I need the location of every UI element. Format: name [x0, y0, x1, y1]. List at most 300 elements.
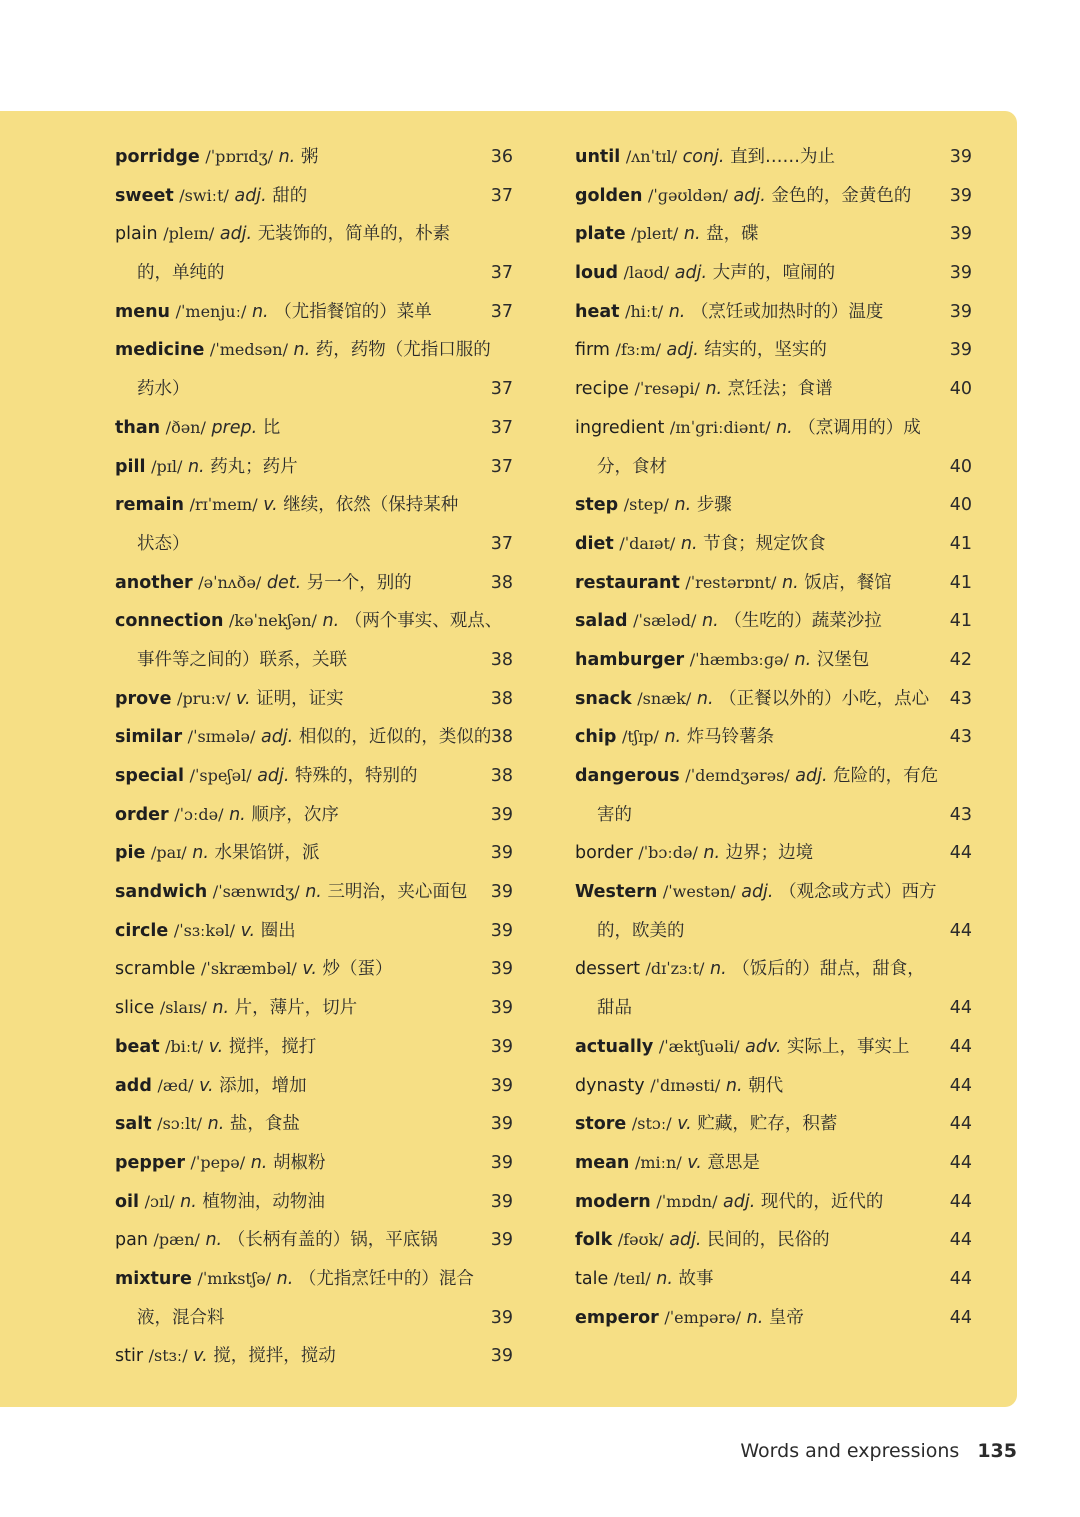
entry-word: mixture: [115, 1268, 192, 1289]
entry-definition: 故事: [678, 1268, 714, 1289]
entry-word: ingredient: [575, 417, 665, 438]
entry-page-number: 39: [490, 1307, 513, 1328]
entry-line: [575, 1221, 972, 1260]
entry-page-number: 40: [949, 456, 972, 477]
entry-part-of-speech: n.: [725, 1075, 743, 1096]
entry-page-number: 37: [490, 379, 513, 400]
entry-word: medicine: [115, 340, 205, 361]
entry-definition: 无装饰的，简单的，朴素: [257, 224, 451, 245]
entry-line: [115, 757, 513, 796]
vocab-entry: [115, 950, 513, 989]
entry-page-number: 42: [949, 649, 972, 670]
entry-part-of-speech: n.: [794, 649, 812, 670]
entry-pronunciation: /hiːt/: [625, 301, 664, 321]
entry-part-of-speech: det.: [266, 572, 302, 593]
entry-part-of-speech: adj.: [741, 882, 774, 903]
vocab-entry: [115, 293, 513, 332]
entry-definition: 胡椒粉: [272, 1152, 326, 1173]
entry-text: [115, 215, 450, 254]
entry-line: [575, 138, 972, 177]
entry-word: salad: [575, 611, 628, 632]
entry-part-of-speech: v.: [687, 1152, 702, 1173]
entry-definition-continued: 事件等之间的）联系，关联: [137, 649, 347, 670]
entry-definition: 大声的，喧闹的: [712, 263, 836, 284]
entry-word: similar: [115, 727, 183, 748]
vocab-entry: [575, 293, 972, 332]
entry-text: [115, 873, 467, 912]
entry-part-of-speech: adj.: [669, 1230, 702, 1251]
entry-text: [115, 331, 491, 370]
entry-definition: （烹调用的）成: [798, 417, 921, 438]
entry-part-of-speech: adj.: [674, 263, 708, 284]
entry-pronunciation: /ˈsæləd/: [633, 611, 697, 631]
entry-word: remain: [115, 495, 185, 516]
entry-text: [115, 989, 357, 1028]
entry-page-number: 38: [490, 572, 513, 593]
entry-page-number: 43: [949, 727, 972, 748]
entry-text: [115, 1183, 325, 1222]
entry-line: [115, 177, 513, 216]
entry-part-of-speech: n.: [250, 1152, 268, 1173]
entry-definition-continued: 害的: [597, 804, 632, 825]
entry-line: [115, 486, 513, 525]
entry-definition: 烹饪法；食谱: [727, 379, 833, 400]
entry-pronunciation: /paɪ/: [150, 843, 187, 863]
entry-pronunciation: /ˈspeʃəl/: [189, 766, 252, 785]
entry-definition: 药，药物（尤指口服的: [315, 340, 491, 361]
entry-part-of-speech: adj.: [666, 340, 699, 361]
vocab-entry: [575, 1299, 972, 1338]
vocab-entry: [115, 486, 513, 563]
entry-page-number: 41: [949, 611, 972, 632]
entry-page-number: 44: [949, 1268, 972, 1289]
entry-text: [575, 1028, 910, 1067]
entry-word: recipe: [575, 379, 629, 400]
vocab-entry: [115, 1144, 513, 1183]
vocab-entry: [115, 409, 513, 448]
entry-page-number: 38: [490, 727, 513, 748]
entry-line: [115, 409, 513, 448]
vocab-entry: [575, 1067, 972, 1106]
entry-definition: （观念或方式）西方: [779, 882, 937, 903]
entry-word: plain: [115, 224, 158, 245]
entry-definition: 节食；规定饮食: [703, 533, 826, 554]
entry-definition-continued: 的，单纯的: [137, 263, 225, 284]
vocab-entry: [115, 796, 513, 835]
entry-word: connection: [115, 611, 224, 632]
entry-page-number: 40: [949, 495, 972, 516]
entry-page-number: 39: [490, 804, 513, 825]
entry-word: Western: [575, 882, 658, 903]
vocab-entry: [575, 525, 972, 564]
entry-pronunciation: /biːt/: [165, 1036, 204, 1056]
entry-part-of-speech: conj.: [682, 147, 725, 167]
entry-pronunciation: /stɔː/: [631, 1114, 672, 1134]
entry-line: [575, 486, 972, 525]
entry-pronunciation: /ˈɡəʊldən/: [647, 185, 728, 205]
entry-line: [115, 331, 513, 370]
entry-part-of-speech: v.: [677, 1114, 692, 1135]
entry-text: [575, 1260, 714, 1299]
entry-word: diet: [575, 533, 614, 554]
entry-definition: （正餐以外的）小吃，点心: [719, 688, 930, 709]
entry-pronunciation: /ˈdeɪndʒərəs/: [685, 766, 790, 785]
entry-text: [575, 757, 938, 796]
entry-text: [575, 215, 759, 254]
entry-page-number: 37: [490, 417, 513, 438]
entry-line-continued: [115, 254, 513, 293]
entry-text: [575, 873, 937, 912]
entry-text: [575, 834, 813, 873]
entry-pronunciation: /ˈrestərɒnt/: [685, 572, 777, 592]
entry-line: [575, 873, 972, 912]
entry-text: [115, 796, 339, 835]
entry-line: [115, 718, 513, 757]
vocab-entry: [115, 138, 513, 177]
entry-page-number: 43: [949, 688, 972, 709]
entry-page-number: 39: [949, 263, 972, 284]
vocab-entry: [115, 834, 513, 873]
entry-pronunciation: /ˈempərə/: [664, 1307, 742, 1327]
entry-page-number: 36: [490, 147, 513, 167]
entry-word: another: [115, 572, 193, 593]
vocab-entry: [575, 177, 972, 216]
entry-word: slice: [115, 998, 155, 1019]
entry-line: [575, 641, 972, 680]
entry-line: [115, 912, 513, 951]
vocab-entry: [575, 1028, 972, 1067]
entry-word: pan: [115, 1230, 148, 1251]
entry-pronunciation: /ˈsɪmələ/: [187, 727, 256, 747]
entry-part-of-speech: adj.: [257, 766, 290, 786]
entry-definition: 炒（蛋）: [322, 959, 393, 980]
entry-part-of-speech: n.: [229, 804, 246, 825]
entry-part-of-speech: v.: [302, 959, 317, 980]
entry-pronunciation: /ˈɔːdə/: [174, 804, 224, 824]
entry-pronunciation: /ˈmenjuː/: [175, 301, 247, 321]
entry-text: [115, 718, 491, 757]
entry-word: order: [115, 804, 169, 825]
entry-word: circle: [115, 920, 169, 941]
entry-word: sandwich: [115, 882, 208, 903]
entry-page-number: 39: [949, 224, 972, 245]
entry-definition: 直到……为止: [730, 147, 836, 167]
vocab-entry: [575, 680, 972, 719]
entry-pronunciation: /stɜː/: [148, 1346, 188, 1366]
entry-line: [575, 525, 972, 564]
entry-page-number: 44: [949, 998, 972, 1019]
entry-definition: 危险的，有危: [833, 766, 939, 786]
entry-pronunciation: /ˈskræmbəl/: [201, 959, 297, 979]
entry-line-continued: [575, 912, 972, 951]
vocab-entry: [575, 331, 972, 370]
entry-line: [115, 796, 513, 835]
entry-definition: 朝代: [748, 1075, 784, 1096]
vocab-entry: [115, 1260, 513, 1337]
vocab-entry: [575, 950, 972, 1027]
entry-line: [115, 1221, 513, 1260]
entry-part-of-speech: n.: [683, 224, 701, 245]
entry-text: [575, 525, 826, 564]
vocab-entry: [115, 757, 513, 796]
vocab-entry: [575, 409, 972, 486]
entry-word: tale: [575, 1268, 609, 1289]
entry-part-of-speech: adj.: [723, 1191, 756, 1212]
entry-word: border: [575, 843, 633, 864]
entry-line: [575, 1260, 972, 1299]
entry-definition: （生吃的）蔬菜沙拉: [724, 611, 882, 632]
entry-definition: 结实的，坚实的: [704, 340, 827, 361]
entry-page-number: 44: [949, 1114, 972, 1135]
entry-part-of-speech: adj.: [733, 185, 766, 206]
entry-pronunciation: /ˈdɪnəsti/: [650, 1075, 721, 1095]
entry-pronunciation: /ˈmɒdn/: [656, 1191, 718, 1211]
entry-line: [115, 1144, 513, 1183]
page-number: 135: [977, 1440, 1017, 1462]
entry-line: [575, 1299, 972, 1338]
vocab-entry: [575, 254, 972, 293]
entry-pronunciation: /ˈwestən/: [662, 882, 736, 902]
entry-part-of-speech: v.: [263, 495, 278, 516]
entry-line-continued: [115, 641, 513, 680]
entry-pronunciation: /slaɪs/: [159, 998, 207, 1018]
entry-definition: 搅拌，搅打: [228, 1036, 317, 1057]
vocab-entry: [115, 680, 513, 719]
vocab-entry: [115, 912, 513, 951]
vocab-entry: [575, 370, 972, 409]
entry-text: [575, 409, 921, 448]
entry-line: [575, 1183, 972, 1222]
entry-pronunciation: /ˈæktʃuəli/: [658, 1036, 740, 1056]
vocab-entry: [575, 873, 972, 950]
entry-part-of-speech: n.: [705, 379, 723, 400]
entry-line: [115, 1067, 513, 1106]
entry-part-of-speech: n.: [696, 688, 714, 709]
entry-definition-continued: 状态）: [137, 533, 190, 554]
entry-pronunciation: /snæk/: [637, 688, 692, 708]
entry-word: pill: [115, 456, 146, 477]
entry-line: [575, 950, 972, 989]
entry-part-of-speech: v.: [199, 1075, 214, 1096]
entry-text: [115, 564, 412, 603]
entry-word: pie: [115, 843, 146, 864]
entry-line: [575, 718, 972, 757]
entry-definition: 搅，搅拌，搅动: [213, 1346, 336, 1367]
entry-line-continued: [115, 525, 513, 564]
entry-pronunciation: /pɪl/: [151, 456, 183, 476]
entry-text: [575, 602, 882, 641]
entry-pronunciation: /rɪˈmeɪn/: [189, 495, 258, 515]
entry-pronunciation: /ˈmedsən/: [209, 340, 288, 360]
entry-line: [575, 177, 972, 216]
entry-line: [115, 1260, 513, 1299]
vocab-entry: [575, 138, 972, 177]
entry-part-of-speech: n.: [674, 495, 692, 516]
entry-definition: （尤指餐馆的）菜单: [274, 301, 432, 322]
entry-text: [115, 486, 458, 525]
entry-word: scramble: [115, 959, 196, 980]
entry-pronunciation: /pæn/: [153, 1230, 200, 1250]
entry-definition: （两个事实、观点、: [344, 611, 503, 632]
vocab-entry: [575, 757, 972, 834]
entry-text: [115, 1105, 300, 1144]
entry-text: [115, 1337, 336, 1376]
entry-text: [115, 1260, 474, 1299]
entry-page-number: 39: [490, 843, 513, 864]
entry-part-of-speech: n.: [180, 1191, 197, 1212]
entry-part-of-speech: prep.: [211, 417, 258, 438]
vocabulary-column-right: [575, 138, 972, 1337]
entry-page-number: 44: [949, 1036, 972, 1057]
entry-line: [575, 834, 972, 873]
entry-text: [575, 1067, 783, 1106]
entry-word: prove: [115, 688, 172, 709]
entry-page-number: 43: [949, 804, 972, 825]
entry-part-of-speech: v.: [193, 1346, 208, 1367]
entry-page-number: 39: [949, 185, 972, 206]
entry-pronunciation: /ˈbɔːdə/: [638, 843, 698, 863]
entry-definition: 盐，食盐: [229, 1114, 300, 1135]
entry-line: [115, 680, 513, 719]
vocab-entry: [115, 331, 513, 408]
entry-pronunciation: /pleɪt/: [631, 224, 679, 244]
entry-word: mean: [575, 1152, 630, 1173]
entry-line: [575, 602, 972, 641]
entry-part-of-speech: n.: [212, 998, 230, 1019]
entry-definition: 圈出: [260, 920, 296, 941]
entry-word: emperor: [575, 1307, 659, 1328]
entry-definition: 证明，证实: [256, 688, 344, 709]
entry-text: [575, 138, 835, 177]
entry-line: [575, 331, 972, 370]
entry-text: [575, 293, 883, 332]
entry-text: [575, 177, 911, 216]
vocab-entry: [575, 602, 972, 641]
entry-word: porridge: [115, 147, 200, 167]
entry-page-number: 39: [490, 1230, 513, 1251]
vocab-entry: [575, 718, 972, 757]
vocab-entry: [575, 834, 972, 873]
entry-text: [115, 602, 502, 641]
entry-line: [575, 1144, 972, 1183]
vocab-entry: [115, 602, 513, 679]
entry-text: [115, 1028, 316, 1067]
entry-part-of-speech: n.: [746, 1307, 764, 1328]
entry-text: [575, 1144, 760, 1183]
entry-word: menu: [115, 301, 171, 322]
vocab-entry: [115, 1067, 513, 1106]
vocab-entry: [115, 718, 513, 757]
entry-definition: 民间的，民俗的: [707, 1230, 830, 1251]
entry-page-number: 39: [490, 1346, 513, 1367]
entry-part-of-speech: n.: [664, 727, 682, 748]
entry-definition: 贮藏，贮存，积蓄: [697, 1114, 838, 1135]
entry-page-number: 39: [490, 959, 513, 980]
vocab-entry: [575, 1221, 972, 1260]
entry-word: dynasty: [575, 1075, 645, 1096]
entry-text: [575, 1221, 830, 1260]
vocab-entry: [575, 1183, 972, 1222]
vocab-entry: [115, 1183, 513, 1222]
entry-definition: 药丸；药片: [210, 456, 298, 477]
entry-definition-continued: 的，欧美的: [597, 920, 685, 941]
entry-definition: 水果馅饼，派: [214, 843, 320, 864]
entry-page-number: 37: [490, 533, 513, 554]
entry-text: [575, 370, 833, 409]
entry-line-continued: [575, 796, 972, 835]
entry-text: [575, 718, 774, 757]
entry-line-continued: [575, 448, 972, 487]
entry-text: [115, 138, 318, 177]
entry-part-of-speech: n.: [701, 611, 719, 632]
entry-line: [115, 1337, 513, 1376]
entry-part-of-speech: n.: [207, 1114, 225, 1135]
entry-part-of-speech: adj.: [795, 766, 828, 786]
page-footer: [740, 1440, 1017, 1462]
entry-word: beat: [115, 1036, 160, 1057]
entry-definition-continued: 液，混合料: [137, 1307, 225, 1328]
entry-text: [115, 1144, 325, 1183]
entry-page-number: 39: [949, 340, 972, 361]
entry-line: [115, 834, 513, 873]
entry-page-number: 39: [490, 882, 513, 903]
vocabulary-column-left: [115, 138, 513, 1376]
entry-page-number: 39: [490, 920, 513, 941]
entry-part-of-speech: n.: [192, 843, 209, 864]
entry-definition: 顺序，次序: [251, 804, 339, 825]
entry-pronunciation: /pleɪn/: [163, 224, 215, 244]
entry-page-number: 39: [490, 1152, 513, 1173]
vocab-entry: [575, 486, 972, 525]
entry-word: actually: [575, 1036, 654, 1057]
entry-line: [575, 215, 972, 254]
entry-text: [575, 641, 869, 680]
entry-pronunciation: /ɪnˈɡriːdiənt/: [669, 417, 771, 437]
entry-text: [115, 680, 344, 719]
entry-definition: 另一个，别的: [306, 572, 412, 593]
entry-definition: 比: [262, 417, 281, 438]
vocab-entry: [575, 1144, 972, 1183]
entry-definition: 饭店，餐馆: [804, 572, 892, 593]
entry-part-of-speech: adj.: [234, 185, 267, 206]
entry-word: than: [115, 417, 161, 438]
vocab-entry: [115, 1028, 513, 1067]
entry-text: [575, 564, 892, 603]
entry-pronunciation: /dɪˈzɜːt/: [645, 959, 705, 979]
entry-pronunciation: /tʃɪp/: [621, 727, 659, 747]
entry-definition: 实际上，事实上: [787, 1036, 910, 1057]
entry-part-of-speech: v.: [208, 1036, 224, 1057]
entry-text: [115, 409, 280, 448]
entry-text: [575, 331, 827, 370]
entry-definition: （尤指烹饪中的）混合: [298, 1268, 474, 1289]
entry-line: [575, 1028, 972, 1067]
entry-page-number: 38: [490, 766, 513, 786]
entry-line-continued: [115, 1299, 513, 1338]
entry-definition: 边界；边境: [725, 843, 814, 864]
entry-page-number: 41: [949, 533, 972, 554]
entry-definition: 片，薄片，切片: [234, 998, 358, 1019]
entry-part-of-speech: n.: [710, 959, 727, 980]
entry-pronunciation: /ˈsænwɪdʒ/: [212, 882, 300, 902]
entry-definition-continued: 药水）: [137, 379, 190, 400]
entry-text: [115, 912, 296, 951]
entry-part-of-speech: n.: [305, 882, 322, 903]
entry-pronunciation: /ˈpɒrɪdʒ/: [205, 147, 274, 166]
footer-title: Words and expressions: [740, 1440, 960, 1462]
entry-text: [115, 448, 298, 487]
entry-part-of-speech: n.: [668, 301, 686, 322]
